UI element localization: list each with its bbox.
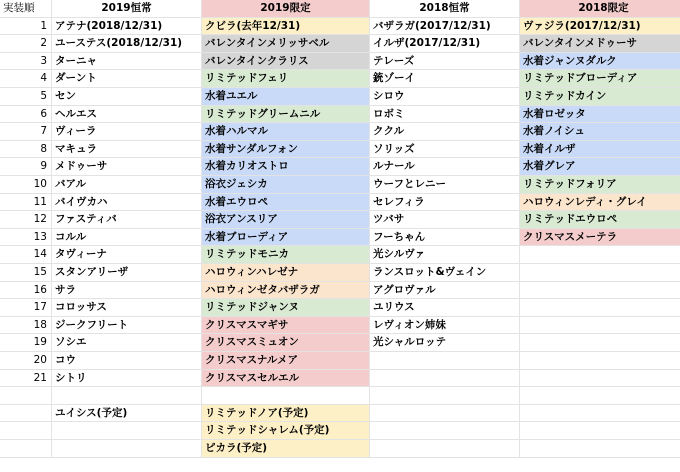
regular-2019-cell[interactable]: ユーステス(2018/12/31) [52,35,202,53]
limited-2019-cell[interactable]: 浴衣アンスリア [202,211,370,229]
row-number[interactable]: 9 [0,158,52,176]
regular-2019-cell[interactable]: タヴィーナ [52,246,202,264]
regular-2018-cell[interactable]: ソリッズ [370,141,520,159]
limited-2018-cell[interactable]: ハロウィンレディ・グレイ [520,194,680,212]
regular-2019-cell[interactable]: バイヴカハ [52,194,202,212]
limited-2018-cell[interactable]: リミテッドエウロペ [520,211,680,229]
regular-2018-cell[interactable]: フーちゃん [370,229,520,247]
limited-2019-cell[interactable]: ハロウィンハレゼナ [202,264,370,282]
regular-2018-cell[interactable] [370,422,520,440]
regular-2018-cell[interactable] [370,405,520,423]
row-number[interactable]: 10 [0,176,52,194]
row-number[interactable]: 14 [0,246,52,264]
limited-2019-cell[interactable]: クビラ(去年12/31) [202,18,370,36]
row-number[interactable]: 20 [0,352,52,370]
row-number[interactable]: 13 [0,229,52,247]
row-number[interactable] [0,387,52,405]
row-number[interactable]: 18 [0,317,52,335]
regular-2018-cell[interactable]: バザラガ(2017/12/31) [370,18,520,36]
regular-2018-cell[interactable]: テレーズ [370,53,520,71]
header-2019-limited[interactable]: 2019限定 [202,0,370,18]
limited-2019-cell[interactable]: 水着サンダルフォン [202,141,370,159]
row-number[interactable]: 12 [0,211,52,229]
header-index[interactable]: 実装順 [0,0,52,18]
regular-2018-cell[interactable]: ユリウス [370,299,520,317]
regular-2018-cell[interactable]: アグロヴァル [370,282,520,300]
regular-2019-cell[interactable]: ヴィーラ [52,123,202,141]
regular-2019-cell[interactable]: ジークフリート [52,317,202,335]
regular-2018-cell[interactable]: 銃ゾーイ [370,70,520,88]
header-2018-regular[interactable]: 2018恒常 [370,0,520,18]
regular-2019-cell[interactable]: バアル [52,176,202,194]
regular-2019-cell[interactable]: ターニャ [52,53,202,71]
limited-2019-cell[interactable]: リミテッドシャレム(予定) [202,422,370,440]
limited-2018-cell[interactable] [520,370,680,388]
regular-2019-cell[interactable]: ヘルエス [52,106,202,124]
row-number[interactable]: 16 [0,282,52,300]
header-2018-limited[interactable]: 2018限定 [520,0,680,18]
limited-2018-cell[interactable] [520,317,680,335]
limited-2019-cell[interactable]: 水着ユエル [202,88,370,106]
regular-2019-cell[interactable]: ダーント [52,70,202,88]
limited-2018-cell[interactable]: バレンタインメドゥーサ [520,35,680,53]
regular-2019-cell[interactable]: シトリ [52,370,202,388]
limited-2018-cell[interactable] [520,405,680,423]
row-number[interactable]: 19 [0,334,52,352]
row-number[interactable] [0,405,52,423]
regular-2019-cell[interactable] [52,387,202,405]
regular-2019-cell[interactable]: コウ [52,352,202,370]
limited-2018-cell[interactable]: 水着イルザ [520,141,680,159]
regular-2018-cell[interactable]: ロボミ [370,106,520,124]
regular-2018-cell[interactable] [370,387,520,405]
regular-2018-cell[interactable]: ツバサ [370,211,520,229]
limited-2019-cell[interactable]: バレンタインメリッサベル [202,35,370,53]
limited-2019-cell[interactable]: クリスマスミュオン [202,334,370,352]
limited-2018-cell[interactable]: ヴァジラ(2017/12/31) [520,18,680,36]
regular-2019-cell[interactable]: ユイシス(予定) [52,405,202,423]
row-number[interactable]: 7 [0,123,52,141]
regular-2019-cell[interactable]: スタンアリーザ [52,264,202,282]
row-number[interactable]: 6 [0,106,52,124]
limited-2018-cell[interactable]: クリスマスメーテラ [520,229,680,247]
limited-2018-cell[interactable]: 水着ロゼッタ [520,106,680,124]
regular-2019-cell[interactable]: ソシエ [52,334,202,352]
regular-2018-cell[interactable]: シロウ [370,88,520,106]
regular-2019-cell[interactable]: セン [52,88,202,106]
regular-2018-cell[interactable] [370,370,520,388]
regular-2019-cell[interactable]: アテナ(2018/12/31) [52,18,202,36]
regular-2019-cell[interactable]: コロッサス [52,299,202,317]
limited-2019-cell[interactable]: バレンタインクラリス [202,53,370,71]
limited-2018-cell[interactable] [520,246,680,264]
limited-2019-cell[interactable]: 水着ブローディア [202,229,370,247]
limited-2018-cell[interactable] [520,334,680,352]
row-number[interactable]: 15 [0,264,52,282]
limited-2019-cell[interactable]: リミテッドノア(予定) [202,405,370,423]
limited-2018-cell[interactable] [520,299,680,317]
limited-2018-cell[interactable] [520,264,680,282]
limited-2018-cell[interactable]: 水着グレア [520,158,680,176]
regular-2019-cell[interactable]: サラ [52,282,202,300]
header-2019-regular[interactable]: 2019恒常 [52,0,202,18]
regular-2018-cell[interactable]: ルナール [370,158,520,176]
limited-2018-cell[interactable] [520,422,680,440]
row-number[interactable]: 21 [0,370,52,388]
regular-2019-cell[interactable]: ファスティバ [52,211,202,229]
limited-2019-cell[interactable]: ハロウィンゼタバザラガ [202,282,370,300]
row-number[interactable]: 11 [0,194,52,212]
limited-2019-cell[interactable]: リミテッドモニカ [202,246,370,264]
regular-2018-cell[interactable] [370,440,520,458]
row-number[interactable]: 1 [0,18,52,36]
row-number[interactable]: 4 [0,70,52,88]
limited-2018-cell[interactable]: リミテッドフォリア [520,176,680,194]
limited-2019-cell[interactable]: クリスマスセルエル [202,370,370,388]
limited-2018-cell[interactable]: リミテッドカイン [520,88,680,106]
regular-2019-cell[interactable]: マキュラ [52,141,202,159]
regular-2018-cell[interactable]: 光シルヴァ [370,246,520,264]
regular-2018-cell[interactable]: ククル [370,123,520,141]
regular-2018-cell[interactable]: レヴィオン姉妹 [370,317,520,335]
limited-2019-cell[interactable]: 水着エウロペ [202,194,370,212]
row-number[interactable]: 17 [0,299,52,317]
limited-2018-cell[interactable] [520,387,680,405]
regular-2019-cell[interactable]: コルル [52,229,202,247]
regular-2018-cell[interactable]: セレフィラ [370,194,520,212]
regular-2018-cell[interactable] [370,352,520,370]
row-number[interactable] [0,422,52,440]
limited-2019-cell[interactable]: クリスマスナルメア [202,352,370,370]
limited-2019-cell[interactable]: 浴衣ジェシカ [202,176,370,194]
limited-2019-cell[interactable]: 水着ハルマル [202,123,370,141]
limited-2019-cell[interactable]: ピカラ(予定) [202,440,370,458]
regular-2019-cell[interactable]: メドゥーサ [52,158,202,176]
limited-2019-cell[interactable]: クリスマスマギサ [202,317,370,335]
regular-2019-cell[interactable] [52,440,202,458]
limited-2019-cell[interactable] [202,387,370,405]
limited-2018-cell[interactable] [520,282,680,300]
row-number[interactable]: 2 [0,35,52,53]
regular-2018-cell[interactable]: イルザ(2017/12/31) [370,35,520,53]
row-number[interactable]: 3 [0,53,52,71]
regular-2018-cell[interactable]: ランスロット&ヴェイン [370,264,520,282]
limited-2018-cell[interactable]: 水着ノイシュ [520,123,680,141]
regular-2018-cell[interactable]: 光シャルロッテ [370,334,520,352]
limited-2019-cell[interactable]: 水着カリオストロ [202,158,370,176]
regular-2018-cell[interactable]: ウーフとレニー [370,176,520,194]
row-number[interactable] [0,440,52,458]
regular-2019-cell[interactable] [52,422,202,440]
limited-2018-cell[interactable] [520,352,680,370]
limited-2018-cell[interactable]: 水着ジャンヌダルク [520,53,680,71]
row-number[interactable]: 5 [0,88,52,106]
limited-2018-cell[interactable] [520,440,680,458]
row-number[interactable]: 8 [0,141,52,159]
limited-2019-cell[interactable]: リミテッドグリームニル [202,106,370,124]
limited-2019-cell[interactable]: リミテッドフェリ [202,70,370,88]
limited-2018-cell[interactable]: リミテッドブローディア [520,70,680,88]
limited-2019-cell[interactable]: リミテッドジャンヌ [202,299,370,317]
